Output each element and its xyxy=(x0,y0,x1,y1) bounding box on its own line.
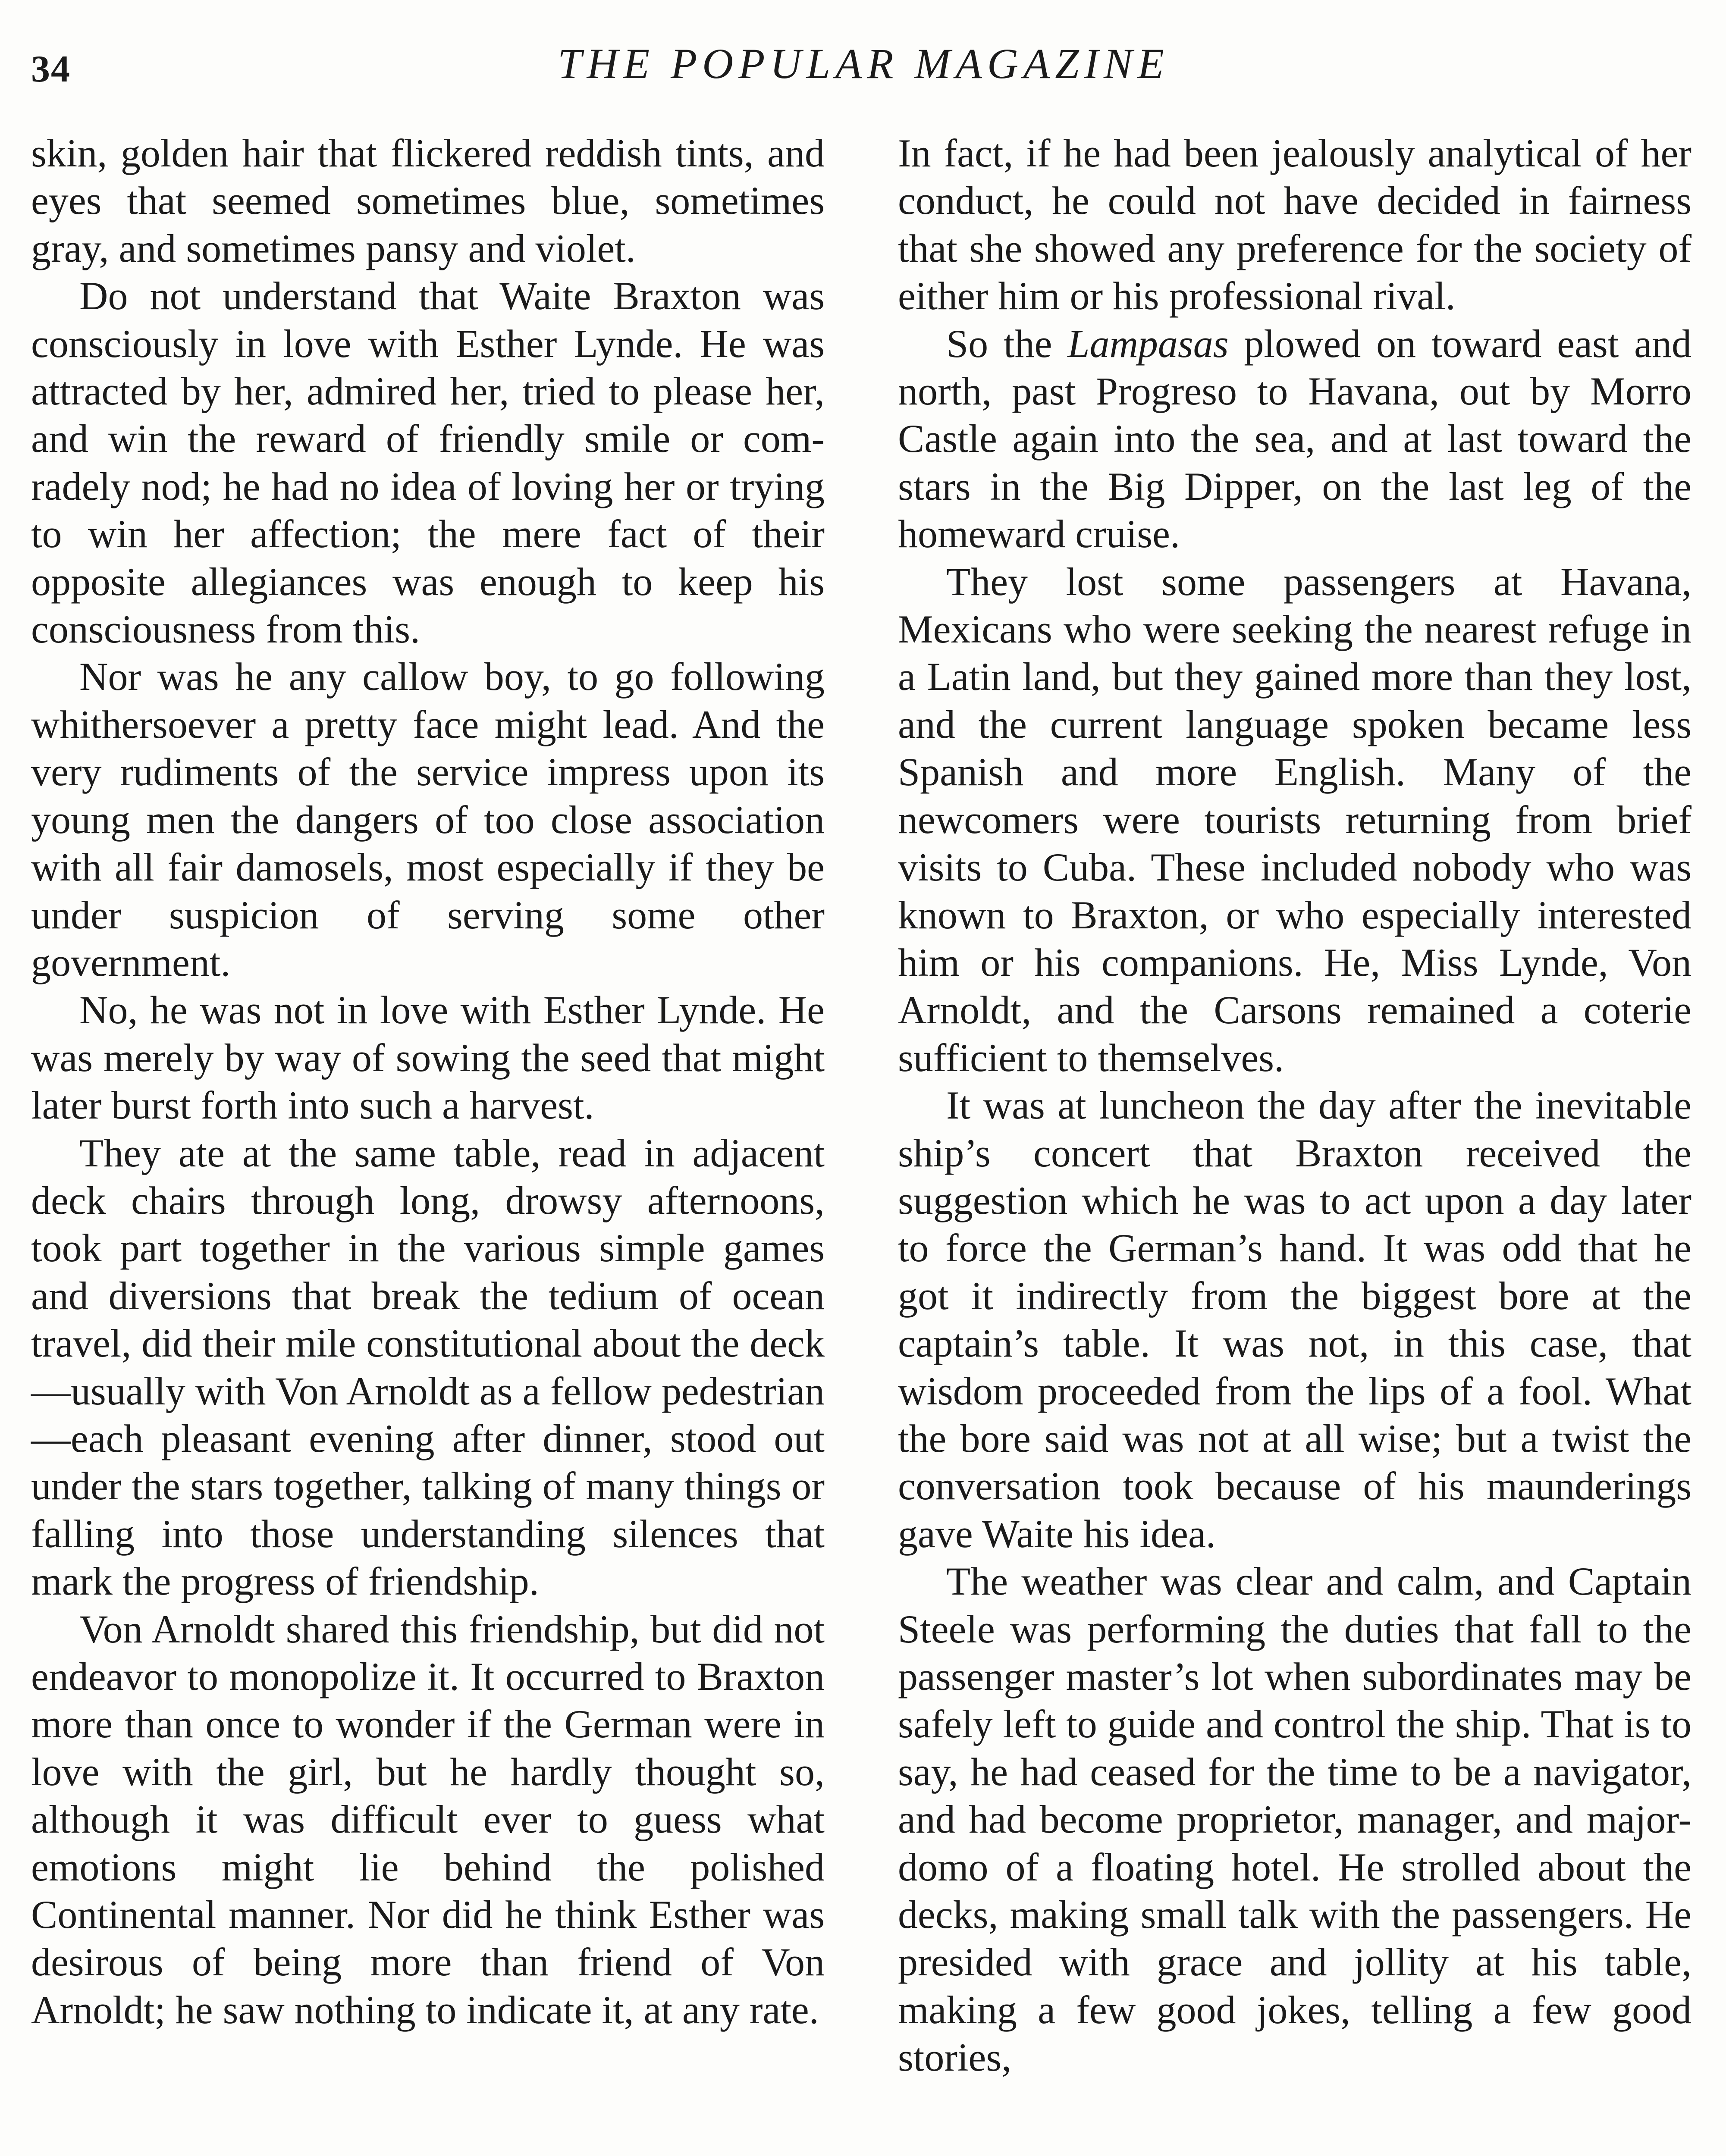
running-title: THE POPULAR MAGAZINE xyxy=(558,40,1169,88)
paragraph: skin, golden hair that flickered reddish tints, and eyes that seemed sometimes blue, sometimes gray, and sometimes pansy and violet. xyxy=(31,131,825,270)
paragraph: They lost some passengers at Havana, Mexicans who were seeking the nearest refuge in a Latin land, but they gained more than they lost, and the current language spoken became less Spanish and more English. Many of the newcomers were tourists returning from brief visits to Cuba. These included nobody who was known to Braxton, or who especially interested him or his companions. He, Miss Lynde, Von Arnoldt, and the Carsons remained a coterie sufficient to themselves. xyxy=(898,559,1691,1080)
left-column xyxy=(31,129,825,2034)
page-number: 34 xyxy=(31,48,71,90)
paragraph: They ate at the same table, read in adjacent deck chairs through long, drowsy afternoons, took part together in the various simple games and diversions that break the tedium of ocean travel, did their mile constitutional about the deck—usually with Von Arnoldt as a fellow pedestrian—each pleasant evening after dinner, stood out under the stars together, talking of many things or falling into those understanding silences that mark the progress of friendship. xyxy=(31,1131,825,1604)
paragraph: Von Arnoldt shared this friendship, but did not endeavor to monopolize it. It occurred to Braxton more than once to wonder if the German were in love with the girl, but he hardly thought so, although it was difficult ever to guess what emotions might lie behind the polished Continental manner. Nor did he think Esther was desirous of being more than friend of Von Arnoldt; he saw nothing to indicate it, at any rate. xyxy=(31,1607,825,2032)
ship-name: Lampasas xyxy=(1067,321,1229,366)
text-columns xyxy=(31,129,1696,2156)
paragraph: No, he was not in love with Esther Lynde. He was merely by way of sowing the seed that might later burst forth into such a harvest. xyxy=(31,988,825,1128)
paragraph xyxy=(898,320,1691,558)
right-column xyxy=(898,129,1691,2081)
paragraph: The weather was clear and calm, and Captain Steele was performing the duties that fall to the passenger master’s lot when subordinates may be safely left to guide and control the ship. That is to say, he had ceased for the time to be a navigator, and had become proprietor, manager, and major-domo of a floating hotel. He strolled about the decks, making small talk with the passengers. He presided with grace and jollity at his table, making a few good jokes, telling a few good stories, xyxy=(898,1559,1691,2080)
page-header xyxy=(31,34,1696,99)
text-run: plowed on toward east and north, past Progreso to Havana, out by Morro Castle again into the sea, and at last toward the stars in the Big Dipper, on the last leg of the homeward cruise. xyxy=(898,321,1692,556)
paragraph: Do not understand that Waite Braxton was consciously in love with Esther Lynde. He was attracted by her, admired her, tried to please her, and win the reward of friendly smile or comradely nod; he had no idea of loving her or trying to win her affection; the mere fact of their opposite allegiances was enough to keep his consciousness from this. xyxy=(31,274,825,652)
paragraph: Nor was he any callow boy, to go following whithersoever a pretty face might lead. And the very rudiments of the service impress upon its young men the dangers of too close association with all fair damosels, most especially if they be under suspicion of serving some other government. xyxy=(31,655,825,984)
paragraph: It was at luncheon the day after the inevitable ship’s concert that Braxton received the suggestion which he was to act upon a day later to force the German’s hand. It was odd that he got it indirectly from the biggest bore at the captain’s table. It was not, in this case, that wisdom proceeded from the lips of a fool. What the bore said was not at all wise; but a twist the conversation took because of his maunderings gave Waite his idea. xyxy=(898,1083,1691,1556)
text-run: So the xyxy=(946,321,1068,366)
paragraph: In fact, if he had been jealously analytical of her conduct, he could not have decided in fairness that she showed any preference for the society of either him or his professional rival. xyxy=(898,131,1691,318)
